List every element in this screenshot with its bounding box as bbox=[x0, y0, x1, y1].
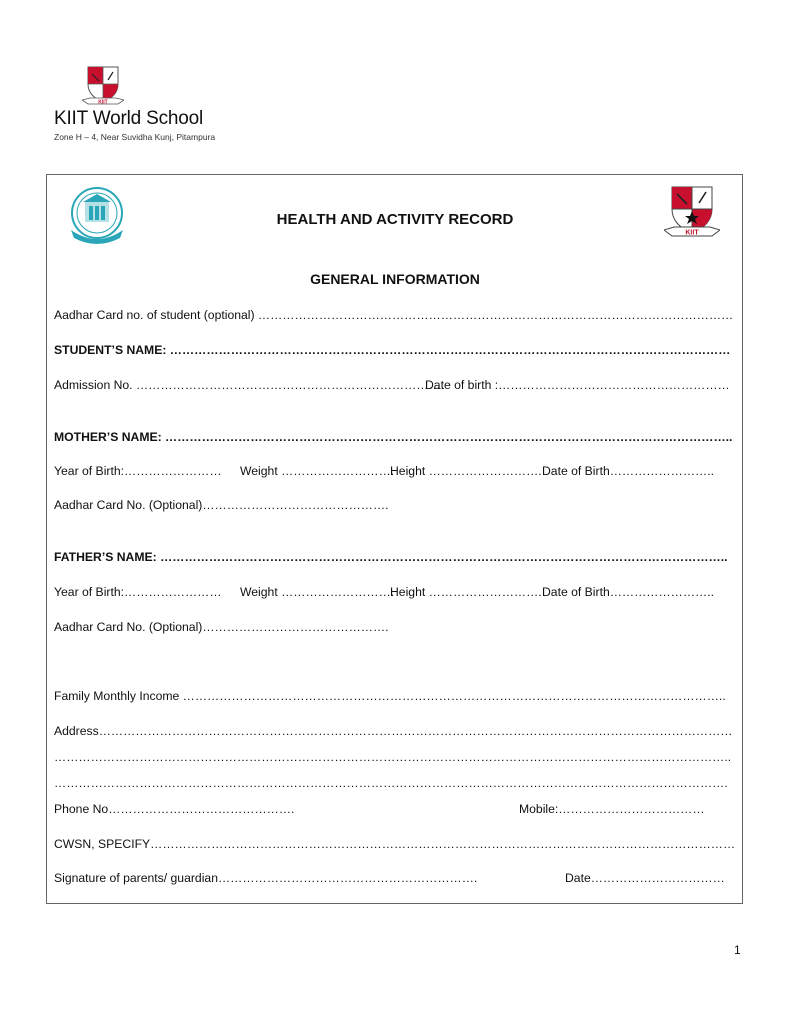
admission-no-field[interactable]: Admission No. …………………………………………………………………. bbox=[54, 378, 445, 392]
father-weight-field[interactable]: Weight ………………………. bbox=[240, 585, 395, 599]
school-address: Zone H – 4, Near Suvidha Kunj, Pitampura bbox=[54, 132, 216, 142]
student-name-field[interactable]: STUDENT’S NAME: ………………………………………………………………………………………………………………………… bbox=[54, 343, 731, 357]
cwsn-field[interactable]: CWSN, SPECIFY……………………………………………………………………………………………………………………………… bbox=[54, 837, 736, 851]
mother-aadhar-field[interactable]: Aadhar Card No. (Optional)………………………………………. bbox=[54, 498, 389, 512]
address-field[interactable]: Address………………………………………………………………………………………………………………………………………… bbox=[54, 724, 733, 738]
school-logo-text: KIIT bbox=[98, 99, 108, 106]
school-name: KIIT World School bbox=[54, 108, 204, 129]
signature-field[interactable]: Signature of parents/ guardian………………………………………………………. bbox=[54, 871, 478, 885]
father-name-field[interactable]: FATHER’S NAME: ………………………………………………………………………………………………………………………….. bbox=[54, 550, 728, 564]
mother-height-field[interactable]: Height ………………………. bbox=[390, 464, 542, 478]
address-line-2[interactable]: ………………………………………………………………………………………………………………………………………………….. bbox=[54, 750, 732, 764]
address-line-3[interactable]: …………………………………………………………………………………………………………………………………………………. bbox=[54, 776, 728, 790]
father-height-field[interactable]: Height ………………………. bbox=[390, 585, 542, 599]
mother-yob-field[interactable]: Year of Birth:…………………… bbox=[54, 464, 222, 478]
mother-name-field[interactable]: MOTHER’S NAME: ………………………………………………………………………………………………………………………….. bbox=[54, 430, 733, 444]
father-aadhar-field[interactable]: Aadhar Card No. (Optional)………………………………………. bbox=[54, 620, 389, 634]
family-income-field[interactable]: Family Monthly Income …………………………………………………………………………………………………………………….. bbox=[54, 689, 726, 703]
section-title: GENERAL INFORMATION bbox=[310, 271, 480, 287]
school-logo bbox=[82, 64, 124, 108]
kiit-logo-text: KIIT bbox=[685, 229, 699, 237]
page-number: 1 bbox=[734, 943, 741, 957]
father-dob-field[interactable]: Date of Birth…………………….. bbox=[542, 585, 715, 599]
mother-weight-field[interactable]: Weight ………………………. bbox=[240, 464, 395, 478]
mobile-field[interactable]: Mobile:……………………………… bbox=[519, 802, 705, 816]
aadhar-student-field[interactable]: Aadhar Card no. of student (optional) ……………………………………………………………………………………………………… bbox=[54, 308, 734, 322]
mother-dob-field[interactable]: Date of Birth…………………….. bbox=[542, 464, 715, 478]
date-field[interactable]: Date…………………………… bbox=[565, 871, 725, 885]
phone-field[interactable]: Phone No………………………………………. bbox=[54, 802, 295, 816]
form-title: HEALTH AND ACTIVITY RECORD bbox=[276, 211, 514, 228]
student-dob-field[interactable]: Date of birth :………………………………………………… bbox=[425, 378, 730, 392]
father-yob-field[interactable]: Year of Birth:…………………… bbox=[54, 585, 222, 599]
